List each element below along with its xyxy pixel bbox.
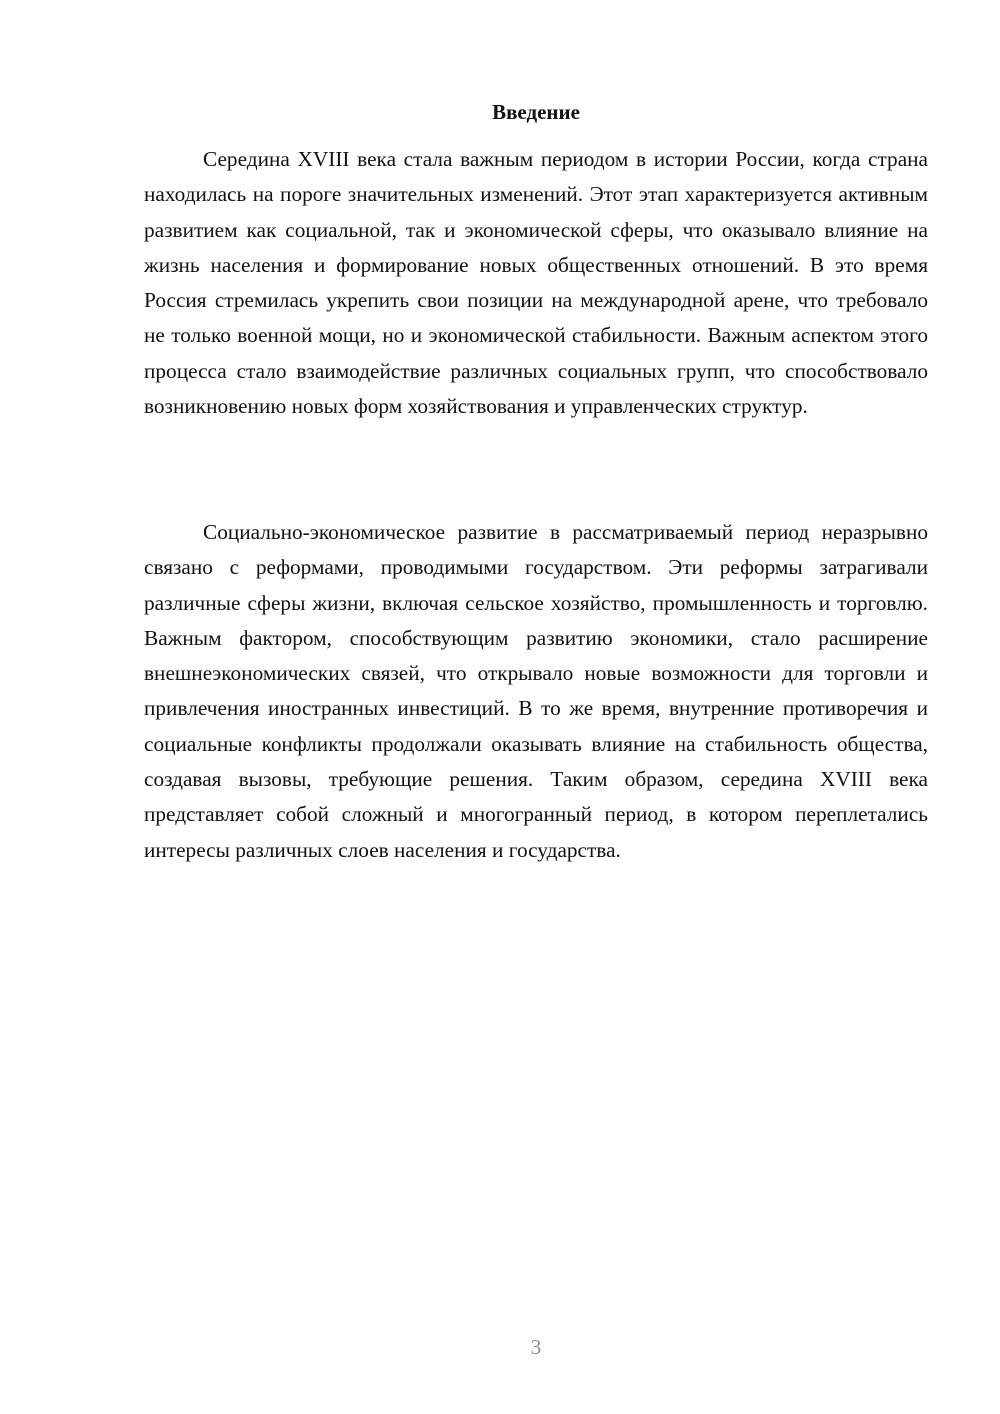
page-title: Введение	[492, 100, 580, 124]
page-number: 3	[530, 1335, 542, 1359]
body-paragraph-1: Середина XVIII века стала важным периодом в истории России, когда страна находилась на пороге значительных изменений. Этот этап характеризуется активным развитием как социальной, так и экономической сферы, что оказывало влияние на жизнь населения и формирование новых общественных отношений. В это время Россия стремилась укрепить свои позиции на международной арене, что требовало не только военной мощи, но и экономической стабильности. Важным аспектом этого процесса стало взаимодействие различных социальных групп, что способствовало возникновению новых форм хозяйствования и управленческих структур.	[144, 147, 928, 419]
body-paragraph-2: Социально-экономическое развитие в рассматриваемый период неразрывно связано с реформами, проводимыми государством. Эти реформы затрагивали различные сферы жизни, включая сельское хозяйство, промышленность и торговлю. Важным фактором, способствующим развитию экономики, стало расширение внешнеэкономических связей, что открывало новые возможности для торговли и привлечения иностранных инвестиций. В то же время, внутренние противоречия и социальные конфликты продолжали оказывать влияние на стабильность общества, создавая вызовы, требующие решения. Таким образом, середина XVIII века представляет собой сложный и многогранный период, в котором переплетались интересы различных слоев населения и государства.	[144, 520, 928, 862]
